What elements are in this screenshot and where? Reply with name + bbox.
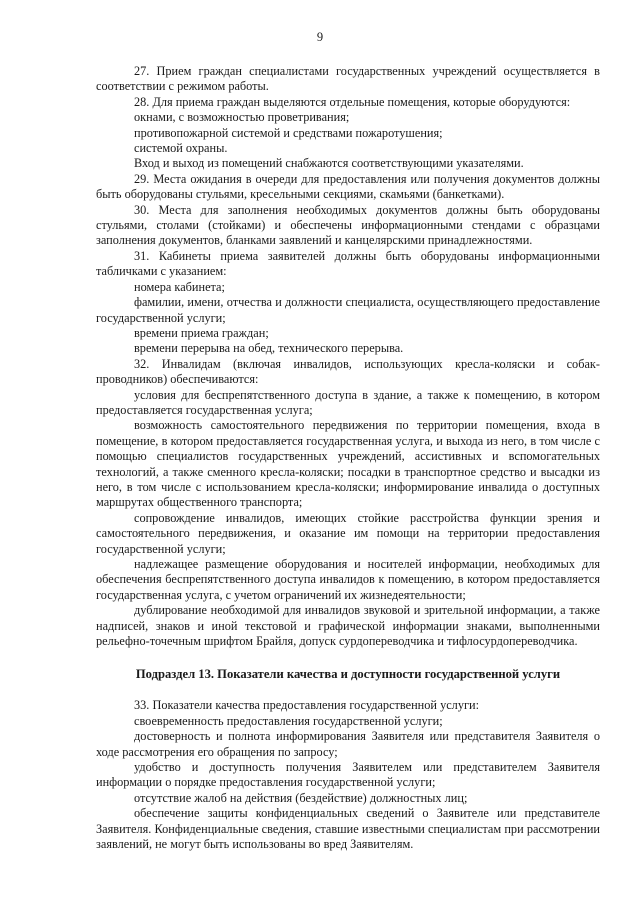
list-item: надлежащее размещение оборудования и носителей информации, необходимых для обеспечения беспрепятственного доступа инвалидов к помещению, в котором предоставляется государственная услуга, с учетом ограничений их жизнедеятельности; [96,557,600,602]
list-item: сопровождение инвалидов, имеющих стойкие расстройства функции зрения и самостоятельного передвижения, и оказание им помощи на территории предоставления государственной услуги; [96,510,600,556]
list-item: системой охраны. [134,141,228,156]
list-item: достоверность и полнота информирования Заявителя или представителя Заявителя о ходе рассмотрения его обращения по запросу; [96,729,600,759]
section-heading: Подраздел 13. Показатели качества и доступности государственной услуги [135,667,561,682]
list-item: окнами, с возможностью проветривания; [134,110,350,125]
paragraph: 32. Инвалидам (включая инвалидов, использующих кресла-коляски и собак-проводников) обеспечиваются: [96,356,600,387]
paragraph: Вход и выход из помещений снабжаются соответствующими указателями. [134,156,524,171]
list-item: отсутствие жалоб на действия (бездействие) должностных лиц; [134,790,468,805]
list-item: дублирование необходимой для инвалидов звуковой и зрительной информации, а также надписей, знаков и иной текстовой и графической информации знаками, выполненными рельефно-точечным шрифтом Брайля, допуск сурдопереводчика и тифлосурдопереводчика. [96,603,600,649]
list-item: обеспечение защиты конфиденциальных сведений о Заявителе или представителе Заявителя. Конфиденциальные сведения, ставшие известными специалистам при рассмотрении заявлений, не могут быть использованы во вред Заявителям. [96,806,600,852]
paragraph: 28. Для приема граждан выделяются отдельные помещения, которые оборудуются: [134,94,571,109]
list-item: времени приема граждан; [134,325,269,340]
list-item: удобство и доступность получения Заявителем или представителем Заявителя информации о порядке предоставления государственной услуги; [96,760,600,790]
list-item: противопожарной системой и средствами пожаротушения; [134,125,443,140]
section-facilities [96,64,600,649]
list-item: фамилии, имени, отчества и должности специалиста, осуществляющего предоставление государственной услуги; [96,295,600,325]
list-item: номера кабинета; [134,279,225,294]
document-body [96,64,600,853]
list-item: своевременность предоставления государственной услуги; [134,713,443,728]
list-item: возможность самостоятельного передвижения по территории помещения, входа в помещение, в котором предоставляется государственная услуга, и выхода из него, в том числе с помощью специалистов государственных учреждений, ассистивных и вспомогательных технологий, а также сменного кресла-коляски; посадки в транспортное средство и высадки из него, в том числе с использованием кресла-коляски; информирование инвалида о доступных маршрутах общественного транспорта; [96,418,600,510]
section-quality-indicators [96,698,600,852]
paragraph: 33. Показатели качества предоставления государственной услуги: [134,698,480,713]
paragraph: 31. Кабинеты приема заявителей должны быть оборудованы информационными табличками с указанием: [96,248,600,279]
list-item: условия для беспрепятственного доступа в здание, а также к помещению, в котором предоставляется государственная услуга; [96,387,600,417]
paragraph: 30. Места для заполнения необходимых документов должны быть оборудованы стульями, столами (стойками) и обеспечены информационными стендами с образцами заполнения документов, бланками заявлений и канцелярскими принадлежностями. [96,202,600,248]
paragraph: 29. Места ожидания в очереди для предоставления или получения документов должны быть оборудованы стульями, кресельными секциями, скамьями (банкетками). [96,171,600,202]
page-number: 9 [316,30,324,44]
paragraph: 27. Прием граждан специалистами государственных учреждений осуществляется в соответствии с режимом работы. [96,64,600,94]
list-item: времени перерыва на обед, технического перерыва. [134,341,404,356]
